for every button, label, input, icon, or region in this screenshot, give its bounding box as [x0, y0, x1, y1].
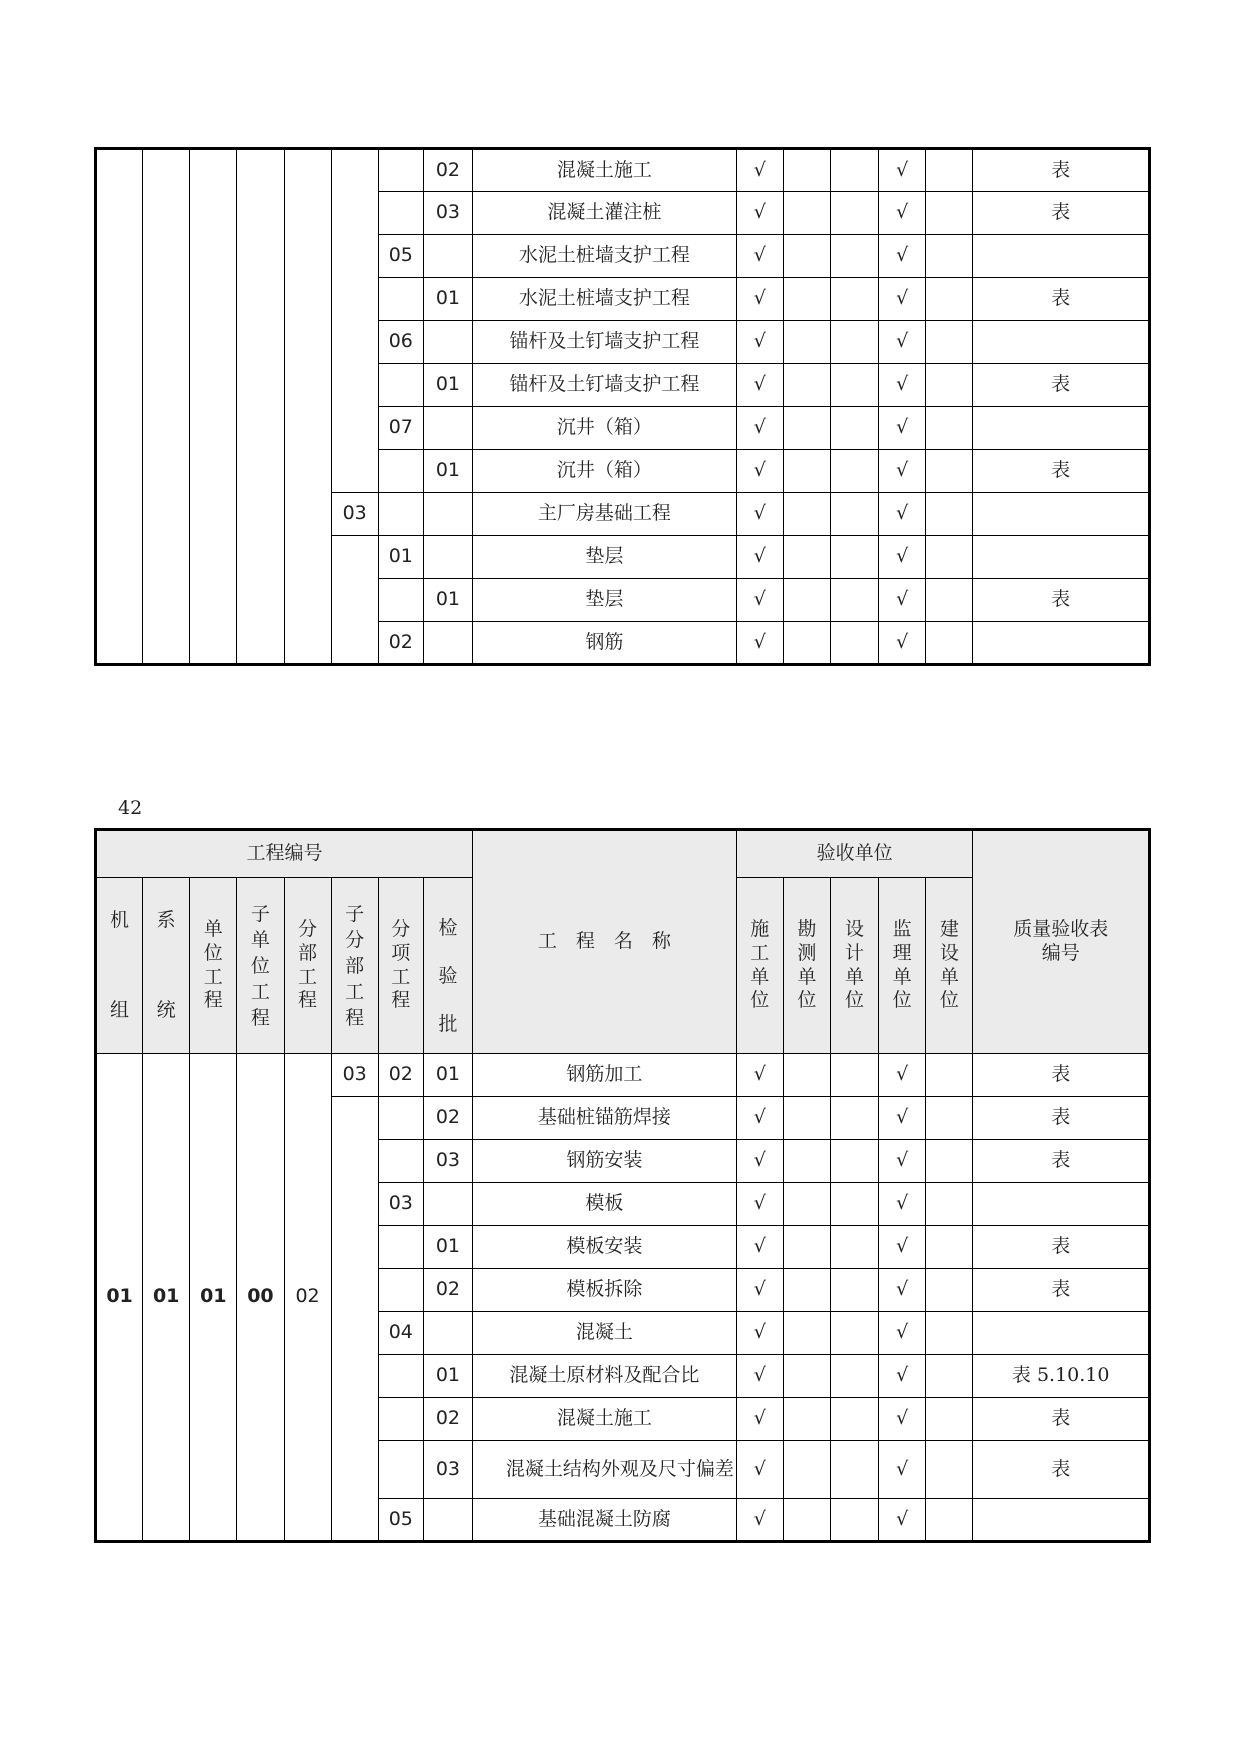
check-jl: √: [879, 1097, 926, 1140]
form-number: 表: [973, 192, 1150, 235]
header-fenxiang-char: 工: [391, 965, 411, 988]
header-fenbu: [284, 878, 331, 1054]
check-sg: √: [736, 321, 783, 364]
batch-code: 01: [423, 450, 472, 493]
check-jl: √: [879, 579, 926, 622]
header-fenbu-char: 工: [298, 965, 318, 988]
form-number: 表: [973, 278, 1150, 321]
check-kc: [783, 1140, 830, 1183]
code-col-5: 02: [284, 1054, 331, 1542]
header-zifenbu-char: 分: [345, 928, 365, 951]
check-js: [926, 407, 973, 450]
header-jl-char: 理: [892, 941, 912, 964]
project-name: 钢筋加工: [473, 1054, 737, 1097]
batch-code: 01: [423, 1355, 472, 1398]
header-js-char: 位: [939, 989, 959, 1012]
header-row-group: [96, 830, 1150, 878]
header-zidanwei: [237, 878, 284, 1054]
project-name: 主厂房基础工程: [473, 493, 737, 536]
header-project-name: 工 程 名 称: [473, 830, 737, 1054]
check-sj: [830, 1054, 878, 1097]
check-jl: √: [879, 235, 926, 278]
check-js: [926, 321, 973, 364]
header-jianyan: [423, 878, 472, 1054]
table-row: [96, 1054, 1150, 1097]
check-sg: √: [736, 1226, 783, 1269]
header-form-number: [973, 830, 1150, 1054]
check-sj: [831, 278, 879, 321]
header-jl-char: 监: [892, 918, 912, 940]
item-code: [378, 1355, 423, 1398]
item-code: 03: [378, 1183, 423, 1226]
project-name: 混凝土结构外观及尺寸偏差: [473, 1441, 737, 1499]
form-number: 表: [973, 1398, 1150, 1441]
header-acceptance-units: 验收单位: [736, 830, 973, 878]
item-code: [378, 149, 423, 192]
form-number: 表: [973, 450, 1150, 493]
check-sg: √: [736, 1312, 783, 1355]
form-number: 表: [973, 1269, 1150, 1312]
check-sg: √: [736, 1441, 783, 1499]
check-sj: [830, 1269, 878, 1312]
item-code: [378, 192, 423, 235]
check-jl: √: [879, 1054, 926, 1097]
check-kc: [783, 536, 830, 579]
check-jl: √: [879, 1269, 926, 1312]
header-zifenbu-char: 工: [345, 980, 365, 1003]
code-col-2: [143, 149, 190, 665]
batch-code: [423, 407, 472, 450]
header-danwei: [190, 878, 237, 1054]
check-sj: [831, 321, 879, 364]
form-number: 表: [973, 1054, 1150, 1097]
batch-code: 02: [423, 149, 472, 192]
header-xitong-1: 系: [156, 908, 176, 931]
project-name: 沉井（箱）: [473, 450, 737, 493]
form-number: 表: [973, 579, 1150, 622]
batch-code: [423, 622, 472, 665]
check-jl: √: [879, 450, 926, 493]
header-jianyan-char: 批: [438, 1012, 458, 1035]
batch-code: 01: [423, 278, 472, 321]
project-name: 混凝土灌注桩: [473, 192, 737, 235]
project-name: 钢筋安装: [473, 1140, 737, 1183]
check-js: [926, 364, 973, 407]
inspection-table-continued: [94, 147, 1151, 666]
check-js: [926, 1441, 973, 1499]
batch-code: 03: [423, 1441, 472, 1499]
header-zidanwei-char: 位: [250, 954, 270, 977]
batch-code: 02: [423, 1398, 472, 1441]
item-code: 02: [378, 1054, 423, 1097]
check-kc: [783, 1355, 830, 1398]
project-name: 水泥土桩墙支护工程: [473, 235, 737, 278]
check-kc: [783, 149, 830, 192]
code-col-3: [190, 149, 237, 665]
item-code: [378, 364, 423, 407]
check-kc: [783, 1312, 830, 1355]
batch-code: [423, 1183, 472, 1226]
check-sj: [831, 622, 879, 665]
check-sg: √: [736, 493, 783, 536]
check-js: [926, 1499, 973, 1542]
header-fenxiang-char: 程: [391, 989, 411, 1012]
batch-code: 03: [423, 192, 472, 235]
project-name: 基础桩锚筋焊接: [473, 1097, 737, 1140]
code-col-4: 00: [237, 1054, 284, 1542]
header-danwei-char: 位: [203, 941, 223, 964]
check-kc: [783, 235, 830, 278]
inspection-table: [94, 828, 1151, 1543]
project-name: 模板拆除: [473, 1269, 737, 1312]
project-name: 模板: [473, 1183, 737, 1226]
check-js: [926, 1054, 973, 1097]
check-kc: [783, 1226, 830, 1269]
project-name: 水泥土桩墙支护工程: [473, 278, 737, 321]
check-kc: [783, 1054, 830, 1097]
check-sj: [830, 1183, 878, 1226]
check-sg: √: [736, 407, 783, 450]
form-number: [973, 536, 1150, 579]
batch-code: 02: [423, 1097, 472, 1140]
check-js: [926, 192, 973, 235]
check-jl: √: [879, 1140, 926, 1183]
header-kc-char: 测: [797, 941, 817, 964]
project-name: 锚杆及土钉墙支护工程: [473, 364, 737, 407]
header-fenxiang: [378, 878, 423, 1054]
batch-code: 01: [423, 364, 472, 407]
batch-code: 01: [423, 1054, 472, 1097]
check-sg: √: [736, 364, 783, 407]
project-name: 垫层: [473, 536, 737, 579]
project-name: 混凝土施工: [473, 149, 737, 192]
header-fenbu-char: 程: [298, 989, 318, 1012]
code-col-1: 01: [96, 1054, 143, 1542]
check-js: [926, 536, 973, 579]
batch-code: 01: [423, 1226, 472, 1269]
form-number: 表: [973, 1441, 1150, 1499]
form-number: 表: [973, 1140, 1150, 1183]
check-sg: √: [736, 536, 783, 579]
header-zifenbu: [331, 878, 378, 1054]
header-danwei-char: 单: [203, 918, 223, 940]
check-kc: [783, 493, 830, 536]
check-kc: [783, 1398, 830, 1441]
header-fenxiang-char: 项: [391, 941, 411, 964]
check-sg: √: [736, 1183, 783, 1226]
header-danwei-char: 工: [203, 965, 223, 988]
form-number: [973, 321, 1150, 364]
project-name: 钢筋: [473, 622, 737, 665]
check-js: [926, 235, 973, 278]
batch-code: 03: [423, 1140, 472, 1183]
project-name: 混凝土施工: [473, 1398, 737, 1441]
header-danwei-char: 程: [203, 989, 223, 1012]
check-sg: √: [736, 149, 783, 192]
header-xitong-2: 统: [156, 998, 176, 1021]
item-code: 05: [378, 1499, 423, 1542]
check-sj: [831, 192, 879, 235]
code-col-4: [237, 149, 284, 665]
check-sj: [831, 450, 879, 493]
check-jl: √: [879, 192, 926, 235]
header-project-code: 工程编号: [96, 830, 473, 878]
check-js: [926, 278, 973, 321]
project-name: 混凝土原材料及配合比: [473, 1355, 737, 1398]
header-zidanwei-char: 单: [250, 928, 270, 951]
check-sg: √: [736, 1499, 783, 1542]
form-number: [973, 493, 1150, 536]
check-sg: √: [736, 450, 783, 493]
batch-code: [423, 536, 472, 579]
check-jl: √: [879, 278, 926, 321]
batch-code: [423, 1312, 472, 1355]
form-number: [973, 407, 1150, 450]
check-sj: [831, 536, 879, 579]
project-name: 锚杆及土钉墙支护工程: [473, 321, 737, 364]
item-code: [378, 278, 423, 321]
check-sj: [831, 235, 879, 278]
batch-code: 02: [423, 1269, 472, 1312]
header-js-char: 单: [939, 965, 959, 988]
header-sg-char: 工: [750, 941, 770, 964]
check-sg: √: [736, 622, 783, 665]
code-col-5: [284, 149, 331, 665]
header-xitong: [143, 878, 190, 1054]
form-number: [973, 1312, 1150, 1355]
check-kc: [783, 364, 830, 407]
batch-code: [423, 321, 472, 364]
check-js: [926, 493, 973, 536]
check-sj: [830, 1355, 878, 1398]
header-sg-char: 单: [750, 965, 770, 988]
check-js: [926, 1097, 973, 1140]
item-code: 06: [378, 321, 423, 364]
header-sj-char: 设: [845, 918, 865, 940]
header-sj-char: 计: [845, 941, 865, 964]
item-code: [378, 450, 423, 493]
check-sg: √: [736, 1054, 783, 1097]
item-code: [378, 579, 423, 622]
project-name: 垫层: [473, 579, 737, 622]
check-sj: [831, 364, 879, 407]
project-name: 模板安装: [473, 1226, 737, 1269]
check-js: [926, 1269, 973, 1312]
check-sg: √: [736, 278, 783, 321]
check-js: [926, 622, 973, 665]
check-kc: [783, 407, 830, 450]
batch-code: 01: [423, 579, 472, 622]
form-number: 表: [973, 149, 1150, 192]
sub-division-code: 03: [331, 493, 378, 536]
header-jl-char: 位: [892, 989, 912, 1012]
check-js: [926, 1183, 973, 1226]
check-kc: [783, 450, 830, 493]
item-code: [378, 1441, 423, 1499]
item-code: 05: [378, 235, 423, 278]
header-sg-char: 施: [750, 918, 770, 940]
batch-code: [423, 493, 472, 536]
check-jl: √: [879, 1355, 926, 1398]
check-js: [926, 149, 973, 192]
check-js: [926, 1140, 973, 1183]
check-sg: √: [736, 235, 783, 278]
item-code: [378, 1097, 423, 1140]
header-zidanwei-char: 程: [250, 1006, 270, 1029]
check-jl: √: [879, 1226, 926, 1269]
item-code: [378, 1226, 423, 1269]
check-sj: [831, 579, 879, 622]
header-sj-char: 单: [845, 965, 865, 988]
check-sg: √: [736, 1140, 783, 1183]
check-kc: [783, 579, 830, 622]
project-name: 沉井（箱）: [473, 407, 737, 450]
code-col-6: [331, 536, 378, 665]
form-number: 表: [973, 1226, 1150, 1269]
check-jl: √: [879, 1398, 926, 1441]
check-js: [926, 1398, 973, 1441]
check-jl: √: [879, 321, 926, 364]
code-col-1: [96, 149, 143, 665]
check-sg: √: [736, 1398, 783, 1441]
check-js: [926, 1355, 973, 1398]
check-js: [926, 450, 973, 493]
form-number: [973, 235, 1150, 278]
check-kc: [783, 622, 830, 665]
header-jianyan-char: 验: [438, 964, 458, 987]
header-js: [926, 878, 973, 1054]
check-sj: [830, 1312, 878, 1355]
check-js: [926, 579, 973, 622]
header-jizu-2: 组: [110, 998, 130, 1021]
check-js: [926, 1312, 973, 1355]
check-sj: [831, 493, 879, 536]
check-kc: [783, 1441, 830, 1499]
check-sj: [831, 149, 879, 192]
check-sg: √: [736, 1097, 783, 1140]
form-number: [973, 622, 1150, 665]
header-kc: [783, 878, 830, 1054]
check-jl: √: [879, 1312, 926, 1355]
code-col-3: 01: [190, 1054, 237, 1542]
table-row: [96, 149, 1150, 192]
code-col-6-blank: [331, 1097, 378, 1542]
check-jl: √: [879, 1499, 926, 1542]
header-jizu: [96, 878, 143, 1054]
header-kc-char: 勘: [797, 918, 817, 940]
check-jl: √: [879, 364, 926, 407]
header-jl-char: 单: [892, 965, 912, 988]
check-jl: √: [879, 622, 926, 665]
code-col-6: 03: [331, 1054, 378, 1097]
form-number: 表: [973, 364, 1150, 407]
item-code: [378, 493, 423, 536]
header-fenbu-char: 分: [298, 918, 318, 940]
check-sj: [830, 1226, 878, 1269]
header-jianyan-char: 检: [438, 916, 458, 939]
check-sj: [830, 1398, 878, 1441]
project-name: 基础混凝土防腐: [473, 1499, 737, 1542]
check-sg: √: [736, 1269, 783, 1312]
check-jl: √: [879, 536, 926, 579]
check-sj: [830, 1097, 878, 1140]
item-code: [378, 1398, 423, 1441]
header-zifenbu-char: 程: [345, 1006, 365, 1029]
check-sg: √: [736, 1355, 783, 1398]
header-fenbu-char: 部: [298, 941, 318, 964]
header-sg: [736, 878, 783, 1054]
header-sj: [830, 878, 878, 1054]
code-col-2: 01: [143, 1054, 190, 1542]
item-code: 02: [378, 622, 423, 665]
check-sj: [831, 407, 879, 450]
check-kc: [783, 1499, 830, 1542]
check-jl: √: [879, 1183, 926, 1226]
check-jl: √: [879, 149, 926, 192]
header-sg-char: 位: [750, 989, 770, 1012]
check-jl: √: [879, 1441, 926, 1499]
header-fenxiang-char: 分: [391, 918, 411, 940]
item-code: 04: [378, 1312, 423, 1355]
item-code: [378, 1269, 423, 1312]
item-code: [378, 1140, 423, 1183]
check-kc: [783, 278, 830, 321]
form-number: [973, 1499, 1150, 1542]
check-sj: [830, 1441, 878, 1499]
header-js-char: 建: [939, 918, 959, 940]
check-sg: √: [736, 579, 783, 622]
code-col-6: [331, 149, 378, 493]
header-js-char: 设: [939, 941, 959, 964]
header-kc-char: 单: [797, 965, 817, 988]
header-form-number-line2: 编号: [1041, 942, 1080, 964]
check-kc: [783, 1269, 830, 1312]
page-number: 42: [118, 797, 143, 819]
header-jl: [879, 878, 926, 1054]
header-zifenbu-char: 部: [345, 954, 365, 977]
header-zifenbu-char: 子: [345, 902, 365, 925]
header-jizu-1: 机: [110, 908, 130, 931]
check-sj: [830, 1140, 878, 1183]
item-code: 01: [378, 536, 423, 579]
check-kc: [783, 1183, 830, 1226]
form-number: [973, 1183, 1150, 1226]
project-name: 混凝土: [473, 1312, 737, 1355]
check-kc: [783, 321, 830, 364]
header-form-number-line1: 质量验收表: [1013, 918, 1109, 941]
form-number: 表: [973, 1097, 1150, 1140]
check-js: [926, 1226, 973, 1269]
header-zidanwei-char: 子: [250, 902, 270, 925]
check-jl: √: [879, 407, 926, 450]
check-jl: √: [879, 493, 926, 536]
header-kc-char: 位: [797, 989, 817, 1012]
item-code: 07: [378, 407, 423, 450]
check-sj: [830, 1499, 878, 1542]
form-number: 表 5.10.10: [973, 1355, 1150, 1398]
header-sj-char: 位: [845, 989, 865, 1012]
batch-code: [423, 1499, 472, 1542]
check-sg: √: [736, 192, 783, 235]
check-kc: [783, 1097, 830, 1140]
batch-code: [423, 235, 472, 278]
header-zidanwei-char: 工: [250, 980, 270, 1003]
check-kc: [783, 192, 830, 235]
